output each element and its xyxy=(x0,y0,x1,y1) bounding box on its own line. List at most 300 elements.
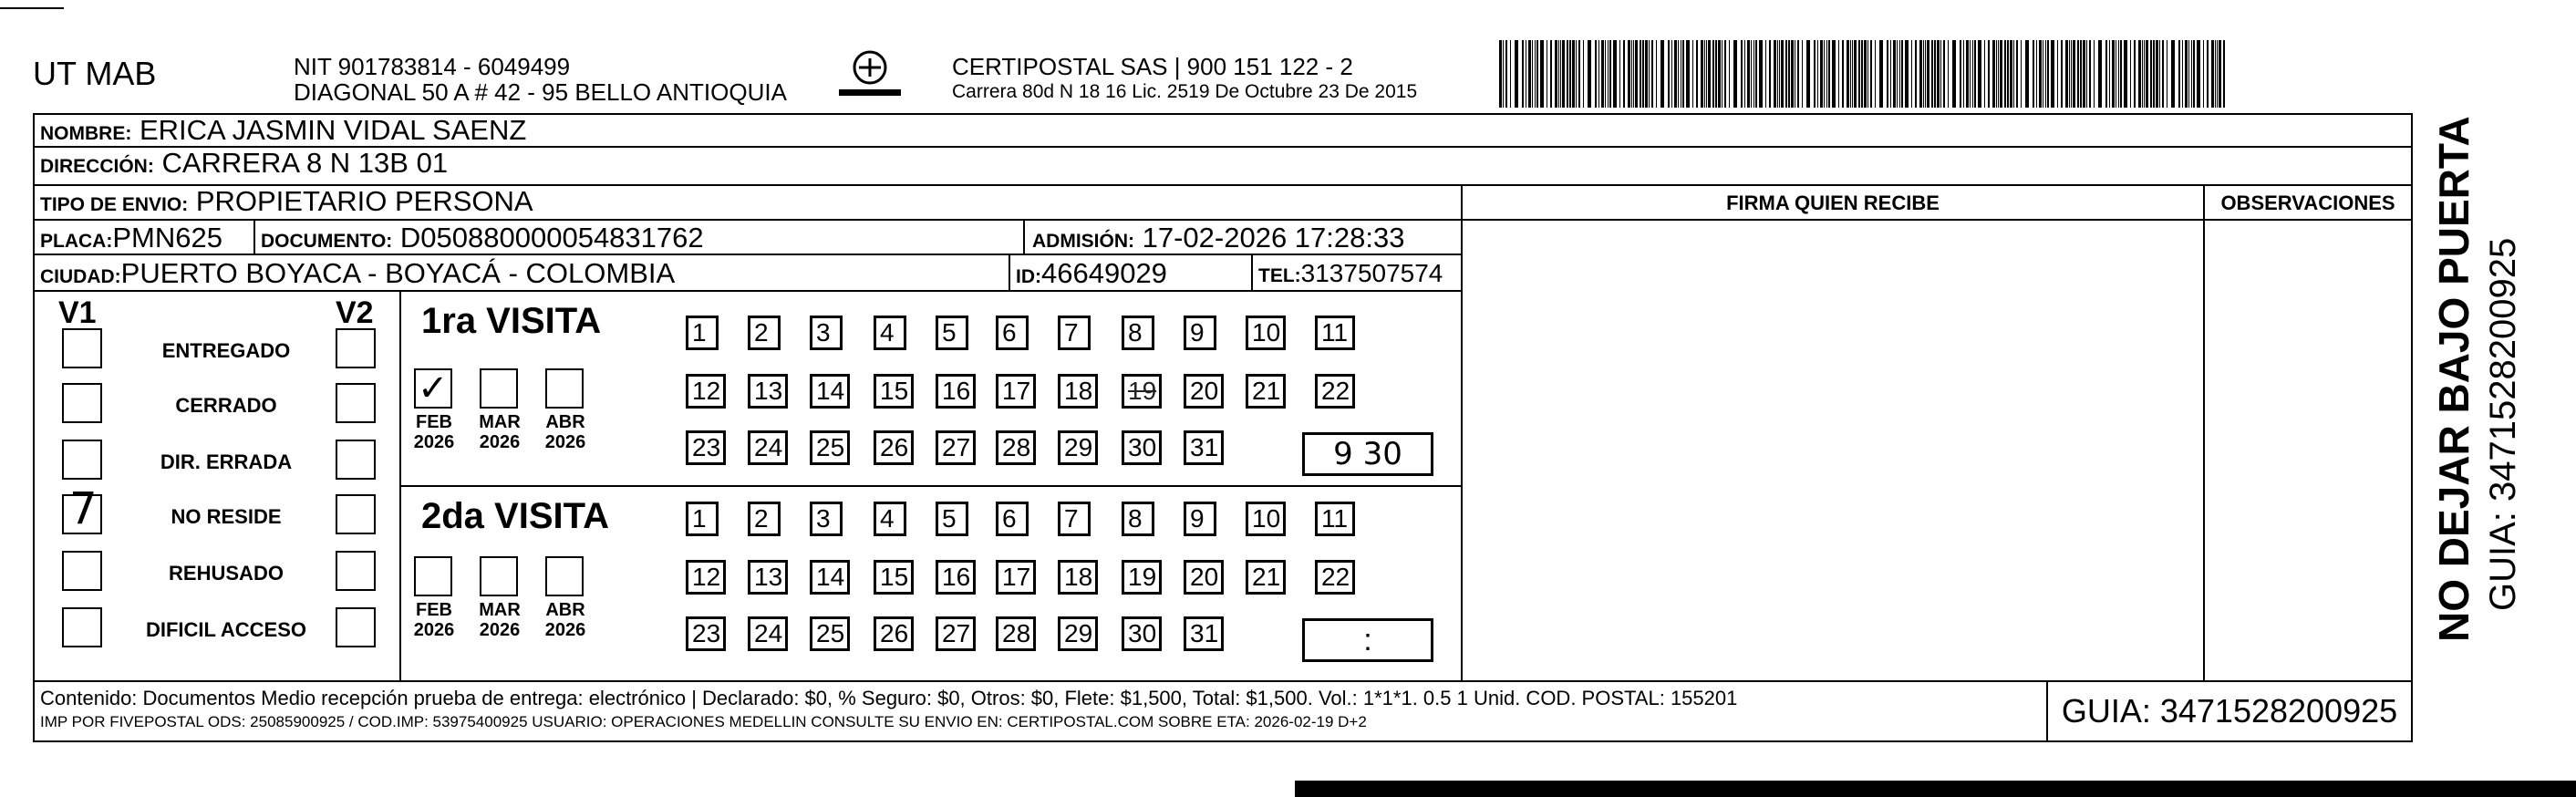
barcode-bar xyxy=(1899,40,1900,108)
barcode-bar xyxy=(1861,40,1863,108)
footer-line2: IMP POR FIVEPOSTAL ODS: 25085900925 / COD.IMP: 53975400925 USUARIO: OPERACIONES MEDELLIN CONSULTE SU ENVIO EN: CERTIPOSTAL.COM SOBRE ETA: 2026-02-19 D+2 xyxy=(40,713,1367,730)
v2-checkbox-1[interactable] xyxy=(336,383,376,423)
barcode-bar xyxy=(2007,40,2009,108)
v2-checkbox-5[interactable] xyxy=(336,607,376,647)
barcode-bar xyxy=(1791,40,1794,108)
direccion-label: DIRECCIÓN: xyxy=(40,156,154,177)
day-cell-19[interactable]: 19 xyxy=(1122,374,1162,409)
day-cell-5[interactable]: 5 xyxy=(936,316,968,350)
barcode-bar xyxy=(1774,40,1776,108)
day-cell-7[interactable]: 7 xyxy=(1058,316,1091,350)
barcode-bar xyxy=(1875,40,1876,108)
day-cell-17[interactable]: 17 xyxy=(996,374,1036,409)
barcode-bar xyxy=(1992,40,1995,108)
visit2-time: : xyxy=(1363,623,1372,657)
day-cell-28[interactable]: 28 xyxy=(996,430,1036,465)
month-name: ABR xyxy=(545,412,585,432)
barcode-bar xyxy=(1925,40,1926,108)
barcode-bar xyxy=(1656,40,1657,108)
barcode-bar xyxy=(2071,40,2072,108)
barcode-bar xyxy=(1779,40,1780,108)
barcode-bar xyxy=(2130,40,2131,108)
barcode-bar xyxy=(1867,40,1868,108)
day-cell-6[interactable]: 6 xyxy=(996,316,1029,350)
month-name: MAR xyxy=(479,600,521,620)
month-name: FEB xyxy=(416,600,452,620)
day-cell-31[interactable]: 31 xyxy=(1184,616,1224,651)
day-cell-24[interactable]: 24 xyxy=(748,430,788,465)
barcode-bar xyxy=(1974,40,1976,108)
month-name: ABR xyxy=(545,600,585,620)
barcode-bar xyxy=(2217,40,2218,108)
status-option-label: NO RESIDE xyxy=(171,505,282,528)
barcode-bar xyxy=(2153,40,2155,108)
day-cell-20[interactable]: 20 xyxy=(1184,560,1224,595)
barcode-bar xyxy=(2047,40,2049,108)
month-checkbox-feb[interactable] xyxy=(414,556,452,596)
barcode-bar xyxy=(1923,40,1924,108)
barcode-bar xyxy=(2144,40,2145,108)
day-cell-7[interactable]: 7 xyxy=(1058,502,1091,536)
day-cell-4[interactable]: 4 xyxy=(874,316,906,350)
placa-label: PLACA: xyxy=(40,231,113,252)
v2-checkbox-0[interactable] xyxy=(336,328,376,368)
barcode-bar xyxy=(2045,40,2046,108)
barcode-bar xyxy=(2159,40,2160,108)
barcode-bar xyxy=(2010,40,2012,108)
day-cell-18[interactable]: 18 xyxy=(1058,560,1098,595)
barcode-bar xyxy=(1515,40,1518,108)
day-cell-4[interactable]: 4 xyxy=(874,502,906,536)
barcode-bar xyxy=(1576,40,1577,108)
barcode xyxy=(1499,40,2229,108)
ciudad-label: CIUDAD: xyxy=(40,266,121,287)
v2-checkbox-2[interactable] xyxy=(336,440,376,480)
barcode-bar xyxy=(2118,40,2119,108)
barcode-bar xyxy=(1826,40,1827,108)
day-cell-8[interactable]: 8 xyxy=(1122,316,1154,350)
obs-label: OBSERVACIONES xyxy=(2220,191,2395,214)
barcode-bar xyxy=(1555,40,1557,108)
day-cell-12[interactable]: 12 xyxy=(686,374,726,409)
day-cell-25[interactable]: 25 xyxy=(810,616,850,651)
day-cell-20[interactable]: 20 xyxy=(1184,374,1224,409)
barcode-bar xyxy=(2124,40,2127,108)
barcode-bar xyxy=(1897,40,1898,108)
tipo-row xyxy=(33,184,1463,221)
barcode-bar xyxy=(1864,40,1867,108)
handwritten-mark: ✓ xyxy=(418,367,449,409)
day-cell-28[interactable]: 28 xyxy=(996,616,1036,651)
barcode-bar xyxy=(1608,40,1609,108)
barcode-bar xyxy=(2077,40,2079,108)
barcode-bar xyxy=(2138,40,2141,108)
barcode-bar xyxy=(1724,40,1726,108)
barcode-bar xyxy=(2036,40,2037,108)
day-cell-9[interactable]: 9 xyxy=(1184,316,1216,350)
status-option-label: ENTREGADO xyxy=(161,339,291,362)
month-checkbox-mar[interactable] xyxy=(480,368,518,409)
day-cell-13[interactable]: 13 xyxy=(748,560,788,595)
day-cell-29[interactable]: 29 xyxy=(1058,616,1098,651)
month-checkbox-abr[interactable] xyxy=(545,556,584,596)
footer-guia xyxy=(2046,680,2413,742)
barcode-bar xyxy=(1633,40,1634,108)
admision-label: ADMISIÓN: xyxy=(1032,231,1134,252)
month-checkbox-mar[interactable] xyxy=(480,556,518,596)
day-cell-10[interactable]: 10 xyxy=(1246,502,1286,536)
barcode-bar xyxy=(1635,40,1638,108)
barcode-bar xyxy=(2089,40,2091,108)
barcode-bar xyxy=(1701,40,1703,108)
month-label xyxy=(474,600,525,640)
barcode-bar xyxy=(1560,40,1561,108)
day-cell-26[interactable]: 26 xyxy=(874,430,914,465)
barcode-bar xyxy=(1911,40,1912,108)
company-name: UT MAB xyxy=(33,55,157,92)
barcode-bar xyxy=(1510,40,1511,108)
barcode-bar xyxy=(1601,40,1604,108)
barcode-bar xyxy=(2025,40,2029,108)
barcode-bar xyxy=(1645,40,1648,108)
barcode-bar xyxy=(1972,40,1973,108)
day-cell-25[interactable]: 25 xyxy=(810,430,850,465)
v1-checkbox-1[interactable] xyxy=(62,383,102,423)
id-label: ID: xyxy=(1016,266,1041,287)
firma-label: FIRMA QUIEN RECIBE xyxy=(1726,191,1940,214)
id-value: 46649029 xyxy=(1041,257,1167,289)
barcode-bar xyxy=(1558,40,1559,108)
barcode-bar xyxy=(1674,40,1677,108)
month-year: 2026 xyxy=(479,620,521,640)
visit2-time-box[interactable] xyxy=(1302,618,1433,662)
documento-label: DOCUMENTO: xyxy=(261,231,393,252)
barcode-bar xyxy=(1824,40,1825,108)
barcode-bar xyxy=(1751,40,1752,108)
day-cell-18[interactable]: 18 xyxy=(1058,374,1098,409)
day-cell-19[interactable]: 19 xyxy=(1122,560,1162,595)
month-label xyxy=(409,600,460,640)
visit1-title: 1ra VISITA xyxy=(421,301,602,341)
barcode-bar xyxy=(1572,40,1575,108)
barcode-bar xyxy=(1668,40,1670,108)
barcode-bar xyxy=(1613,40,1617,108)
barcode-bar xyxy=(2061,40,2063,108)
visit1-time-box[interactable] xyxy=(1302,432,1433,476)
firma-header xyxy=(1461,184,2205,221)
barcode-bar xyxy=(1678,40,1679,108)
barcode-bar xyxy=(1598,40,1599,108)
barcode-bar xyxy=(1937,40,1940,108)
day-cell-21[interactable]: 21 xyxy=(1246,560,1286,595)
day-cell-9[interactable]: 9 xyxy=(1184,502,1216,536)
barcode-bar xyxy=(1781,40,1784,108)
tel-value: 3137507574 xyxy=(1300,259,1443,287)
barcode-bar xyxy=(2178,40,2180,108)
barcode-bar xyxy=(1952,40,1956,108)
barcode-bar xyxy=(1583,40,1584,108)
barcode-bar xyxy=(1682,40,1684,108)
barcode-bar xyxy=(1704,40,1705,108)
barcode-bar xyxy=(1578,40,1580,108)
placa-value: PMN625 xyxy=(112,222,222,254)
barcode-bar xyxy=(1802,40,1803,108)
barcode-bar xyxy=(1712,40,1714,108)
day-cell-23[interactable]: 23 xyxy=(686,430,726,465)
barcode-bar xyxy=(2203,40,2204,108)
barcode-bar xyxy=(1569,40,1571,108)
barcode-bar xyxy=(1854,40,1857,108)
day-cell-11[interactable]: 11 xyxy=(1315,502,1355,536)
barcode-bar xyxy=(1503,40,1504,108)
barcode-bar xyxy=(2086,40,2087,108)
month-name: FEB xyxy=(416,412,452,432)
day-cell-21[interactable]: 21 xyxy=(1246,374,1286,409)
day-cell-10[interactable]: 10 xyxy=(1246,316,1286,350)
barcode-bar xyxy=(1893,40,1896,108)
certipostal-line: CERTIPOSTAL SAS | 900 151 122 - 2 xyxy=(952,53,1353,80)
day-cell-30[interactable]: 30 xyxy=(1122,430,1162,465)
day-cell-15[interactable]: 15 xyxy=(874,374,914,409)
barcode-bar xyxy=(2033,40,2034,108)
status-option-label: DIFICIL ACCESO xyxy=(145,618,306,641)
day-cell-26[interactable]: 26 xyxy=(874,616,914,651)
day-cell-2[interactable]: 2 xyxy=(748,502,781,536)
barcode-bar xyxy=(1567,40,1568,108)
day-cell-2[interactable]: 2 xyxy=(748,316,781,350)
barcode-bar xyxy=(1715,40,1717,108)
footer xyxy=(33,680,2048,742)
day-cell-14[interactable]: 14 xyxy=(810,374,850,409)
barcode-bar xyxy=(1806,40,1810,108)
barcode-bar xyxy=(1919,40,1922,108)
barcode-bar xyxy=(2211,40,2214,108)
barcode-bar xyxy=(1550,40,1552,108)
barcode-bar xyxy=(1838,40,1839,108)
barcode-bar xyxy=(2188,40,2189,108)
handwritten-mark: 7 xyxy=(69,483,98,534)
ciudad-value: PUERTO BOYACA - BOYACÁ - COLOMBIA xyxy=(120,257,676,289)
day-cell-14[interactable]: 14 xyxy=(810,560,850,595)
day-cell-1[interactable]: 1 xyxy=(686,316,719,350)
day-cell-29[interactable]: 29 xyxy=(1058,430,1098,465)
barcode-bar xyxy=(2021,40,2022,108)
barcode-bar xyxy=(1960,40,1961,108)
day-cell-12[interactable]: 12 xyxy=(686,560,726,595)
day-cell-24[interactable]: 24 xyxy=(748,616,788,651)
day-cell-13[interactable]: 13 xyxy=(748,374,788,409)
barcode-bar xyxy=(1978,40,1981,108)
barcode-bar xyxy=(2219,40,2221,108)
barcode-bar xyxy=(1948,40,1949,108)
month-label xyxy=(540,600,591,640)
footer-guia-text: GUIA: 3471528200925 xyxy=(2061,692,2398,730)
barcode-bar xyxy=(2142,40,2143,108)
barcode-bar xyxy=(2105,40,2107,108)
barcode-bar xyxy=(2098,40,2102,108)
v1-checkbox-3[interactable] xyxy=(62,483,102,534)
barcode-bar xyxy=(1692,40,1693,108)
barcode-bar xyxy=(1858,40,1860,108)
month-year: 2026 xyxy=(544,620,586,640)
barcode-bar xyxy=(1722,40,1723,108)
barcode-bar xyxy=(1528,40,1531,108)
barcode-bar xyxy=(1788,40,1790,108)
visit1-time: 9 30 xyxy=(1333,436,1402,472)
barcode-bar xyxy=(2185,40,2188,108)
firma-box[interactable] xyxy=(1461,219,2205,682)
barcode-bar xyxy=(1708,40,1711,108)
certipostal-address: Carrera 80d N 18 16 Lic. 2519 De Octubre 23 De 2015 xyxy=(952,81,1418,102)
barcode-bar xyxy=(2193,40,2195,108)
barcode-bar xyxy=(1562,40,1565,108)
v2-checkbox-4[interactable] xyxy=(336,551,376,591)
barcode-bar xyxy=(1686,40,1690,108)
barcode-bar xyxy=(2065,40,2068,108)
barcode-bar xyxy=(1609,40,1611,108)
barcode-bar xyxy=(1532,40,1533,108)
barcode-bar xyxy=(1595,40,1597,108)
barcode-bar xyxy=(1988,40,1990,108)
barcode-bar xyxy=(1934,40,1936,108)
visit1-panel xyxy=(399,290,1463,487)
barcode-bar xyxy=(2162,40,2164,108)
day-cell-5[interactable]: 5 xyxy=(936,502,968,536)
barcode-bar xyxy=(2156,40,2158,108)
barcode-bar xyxy=(2191,40,2192,108)
no-dejar-bajo-puerta: NO DEJAR BAJO PUERTA xyxy=(2430,116,2478,642)
visit2-panel xyxy=(399,485,1463,682)
barcode-bar xyxy=(2073,40,2075,108)
day-cell-6[interactable]: 6 xyxy=(996,502,1029,536)
barcode-bar xyxy=(2223,40,2225,108)
barcode-bar xyxy=(2051,40,2054,108)
v1-checkbox-2[interactable] xyxy=(62,440,102,480)
day-cell-15[interactable]: 15 xyxy=(874,560,914,595)
status-panel xyxy=(33,290,401,682)
barcode-bar xyxy=(2016,40,2018,108)
barcode-bar xyxy=(2150,40,2152,108)
barcode-bar xyxy=(1769,40,1771,108)
status-option-label: DIR. ERRADA xyxy=(160,450,293,473)
barcode-bar xyxy=(1640,40,1641,108)
barcode-bar xyxy=(1905,40,1909,108)
barcode-bar xyxy=(1852,40,1853,108)
barcode-bar xyxy=(1996,40,1997,108)
barcode-bar xyxy=(1623,40,1625,108)
ciudad-row xyxy=(33,254,1463,292)
obs-box[interactable] xyxy=(2203,219,2413,682)
day-cell-30[interactable]: 30 xyxy=(1122,616,1162,651)
documento-value: D050880000054831762 xyxy=(399,222,704,254)
placa-row xyxy=(33,219,1463,255)
status-option-label: CERRADO xyxy=(175,394,277,417)
day-cell-8[interactable]: 8 xyxy=(1122,502,1154,536)
status-option-label: REHUSADO xyxy=(169,562,284,585)
barcode-bar xyxy=(1984,40,1985,108)
month-year: 2026 xyxy=(544,432,586,452)
month-name: MAR xyxy=(479,412,521,432)
barcode-bar xyxy=(1828,40,1830,108)
barcode-bar xyxy=(2004,40,2006,108)
v2-checkbox-3[interactable] xyxy=(336,494,376,534)
barcode-bar xyxy=(1649,40,1650,108)
barcode-bar xyxy=(1797,40,1799,108)
day-cell-22[interactable]: 22 xyxy=(1315,560,1355,595)
v1-checkbox-5[interactable] xyxy=(62,607,102,647)
day-cell-3[interactable]: 3 xyxy=(810,502,843,536)
barcode-bar xyxy=(2094,40,2095,108)
day-cell-16[interactable]: 16 xyxy=(936,374,976,409)
barcode-bar xyxy=(2039,40,2042,108)
day-cell-23[interactable]: 23 xyxy=(686,616,726,651)
day-cell-11[interactable]: 11 xyxy=(1315,316,1355,350)
direccion-value: CARRERA 8 N 13B 01 xyxy=(161,147,449,179)
barcode-bar xyxy=(1927,40,1929,108)
barcode-bar xyxy=(1642,40,1644,108)
day-cell-27[interactable]: 27 xyxy=(936,430,976,465)
barcode-bar xyxy=(2109,40,2110,108)
barcode-bar xyxy=(2171,40,2175,108)
barcode-bar xyxy=(1847,40,1849,108)
barcode-bar xyxy=(2000,40,2002,108)
month-checkbox-feb[interactable] xyxy=(414,368,452,409)
barcode-bar xyxy=(1887,40,1888,108)
barcode-bar xyxy=(1522,40,1524,108)
nombre-value: ERICA JASMIN VIDAL SAENZ xyxy=(139,114,527,146)
footer-line1: Contenido: Documentos Medio recepción prueba de entrega: electrónico | Declarado: $0, % Seguro: $0, Otros: $0, Flete: $1,500, Total: $1,500. Vol.: 1*1*1. 0.5 1 Unid. COD. POSTAL: 155201 xyxy=(40,687,1738,709)
barcode-bar xyxy=(1870,40,1872,108)
barcode-bar xyxy=(2182,40,2183,108)
month-checkbox-abr[interactable] xyxy=(545,368,584,409)
day-cell-16[interactable]: 16 xyxy=(936,560,976,595)
barcode-bar xyxy=(1931,40,1933,108)
barcode-bar xyxy=(1540,40,1544,108)
address-line: DIAGONAL 50 A # 42 - 95 BELLO ANTIOQUIA xyxy=(294,78,787,106)
v2-label: V2 xyxy=(336,295,374,330)
month-label xyxy=(409,412,460,452)
v1-checkbox-0[interactable] xyxy=(62,328,102,368)
month-year: 2026 xyxy=(413,432,455,452)
barcode-bar xyxy=(1785,40,1787,108)
day-cell-1[interactable]: 1 xyxy=(686,502,719,536)
tipo-value: PROPIETARIO PERSONA xyxy=(195,185,533,217)
barcode-bar xyxy=(1733,40,1737,108)
barcode-bar xyxy=(2080,40,2082,108)
barcode-bar xyxy=(1729,40,1730,108)
barcode-bar xyxy=(1696,40,1698,108)
barcode-bar xyxy=(1706,40,1707,108)
barcode-bar xyxy=(2197,40,2200,108)
barcode-bar xyxy=(1890,40,1891,108)
barcode-bar xyxy=(1814,40,1816,108)
barcode-bar xyxy=(1998,40,1999,108)
day-cell-22[interactable]: 22 xyxy=(1315,374,1355,409)
barcode-bar xyxy=(2069,40,2070,108)
day-cell-27[interactable]: 27 xyxy=(936,616,976,651)
barcode-bar xyxy=(1940,40,1941,108)
day-cell-3[interactable]: 3 xyxy=(810,316,843,350)
v1-checkbox-4[interactable] xyxy=(62,551,102,591)
admision-value: 17-02-2026 17:28:33 xyxy=(1142,222,1405,254)
barcode-bar xyxy=(1671,40,1672,108)
side-guia: GUIA: 3471528200925 xyxy=(2483,237,2523,611)
day-cell-17[interactable]: 17 xyxy=(996,560,1036,595)
day-cell-31[interactable]: 31 xyxy=(1184,430,1224,465)
barcode-bar xyxy=(1915,40,1917,108)
certipostal-logo xyxy=(833,47,906,104)
barcode-bar xyxy=(1901,40,1903,108)
